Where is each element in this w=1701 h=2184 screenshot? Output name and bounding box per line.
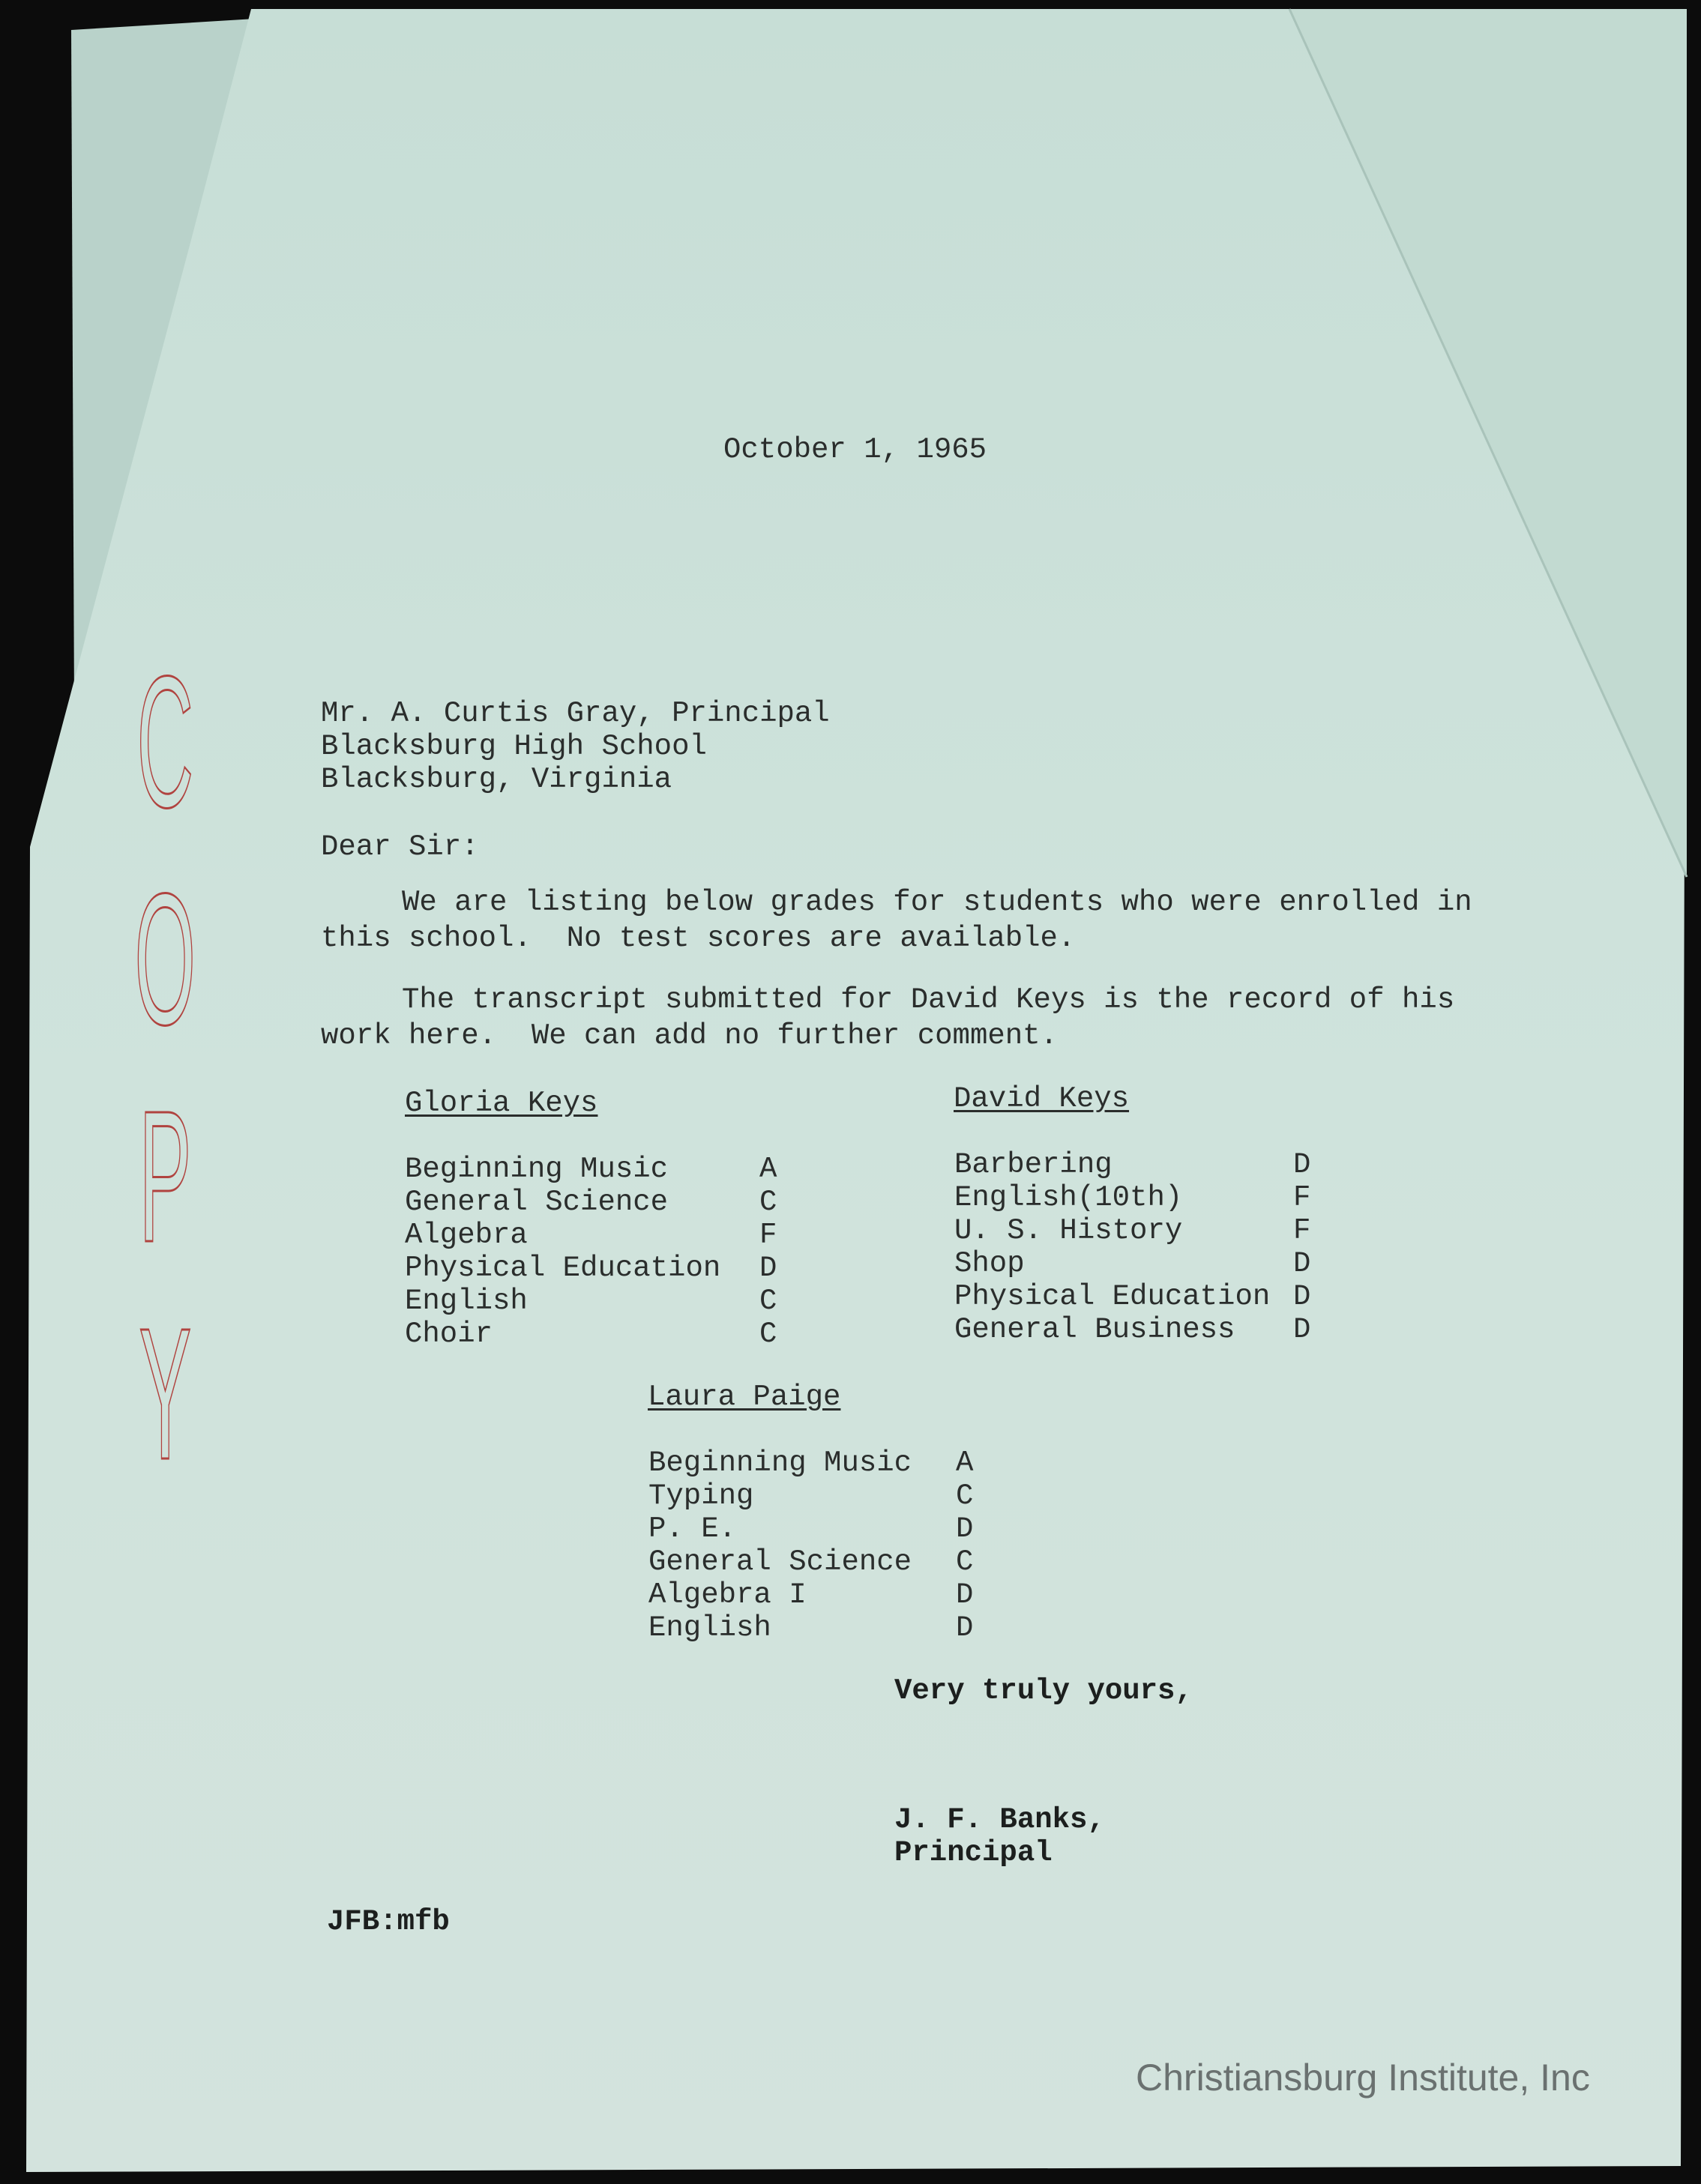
course-name: General Science [405,1186,669,1219]
course-name: Algebra I [648,1578,807,1611]
paragraph-2-line-1: The transcript submitted for David Keys is the record of his [402,983,1455,1016]
letter-date: October 1, 1965 [723,433,987,466]
course-grade: D [956,1578,974,1611]
course-grade: D [1293,1280,1311,1313]
student-name-laura-paige: Laura Paige [648,1381,841,1414]
paragraph-1-line-1: We are listing below grades for students who were enrolled in [402,886,1472,919]
course-name: English(10th) [954,1181,1183,1214]
course-grade: C [956,1479,974,1512]
course-name: Choir [405,1318,493,1351]
student-name-gloria-keys: Gloria Keys [405,1087,598,1120]
course-name: Barbering [954,1148,1113,1181]
signature-name: J. F. Banks, [894,1803,1105,1836]
course-name: Physical Education [405,1252,721,1285]
address-line-1: Mr. A. Curtis Gray, Principal [321,697,830,730]
address-line-2: Blacksburg High School [321,730,707,763]
paragraph-2-line-2: work here. We can add no further comment. [321,1019,1058,1052]
course-grade: C [759,1186,777,1219]
course-grade: D [1293,1313,1311,1346]
course-name: General Science [648,1545,912,1578]
course-name: U. S. History [954,1214,1183,1247]
stamp-letter: C [136,637,193,846]
course-grade: C [759,1318,777,1351]
address-line-3: Blacksburg, Virginia [321,763,672,796]
stamp-letter: Y [138,1289,192,1498]
course-name: Physical Education [954,1280,1271,1313]
course-grade: D [1293,1148,1311,1181]
course-grade: F [1293,1214,1311,1247]
closing: Very truly yours, [894,1674,1193,1707]
course-name: Beginning Music [648,1447,912,1479]
salutation: Dear Sir: [321,830,479,863]
course-grade: D [1293,1247,1311,1280]
course-grade: C [759,1285,777,1318]
course-grade: A [956,1447,974,1479]
course-name: English [405,1285,528,1318]
course-name: Algebra [405,1219,528,1252]
course-grade: C [956,1545,974,1578]
course-name: P. E. [648,1512,737,1545]
stamp-letter: P [138,1072,192,1281]
copy-stamp [120,633,210,1503]
student-name-david-keys: David Keys [954,1082,1130,1115]
course-grade: A [759,1153,777,1186]
course-grade: D [956,1512,974,1545]
course-grade: D [759,1252,777,1285]
signature-title: Principal [894,1836,1053,1869]
course-name: Typing [648,1479,754,1512]
watermark-text: Christiansburg Institute, Inc [1136,2057,1590,2099]
course-name: General Business [954,1313,1235,1346]
course-grade: D [956,1611,974,1644]
reference-initials: JFB:mfb [327,1905,450,1938]
course-name: English [648,1611,771,1644]
course-grade: F [759,1219,777,1252]
course-name: Shop [954,1247,1025,1280]
paragraph-1-line-2: this school. No test scores are available. [321,922,1076,955]
course-name: Beginning Music [405,1153,669,1186]
stamp-letter: O [134,854,196,1064]
course-grade: F [1293,1181,1311,1214]
